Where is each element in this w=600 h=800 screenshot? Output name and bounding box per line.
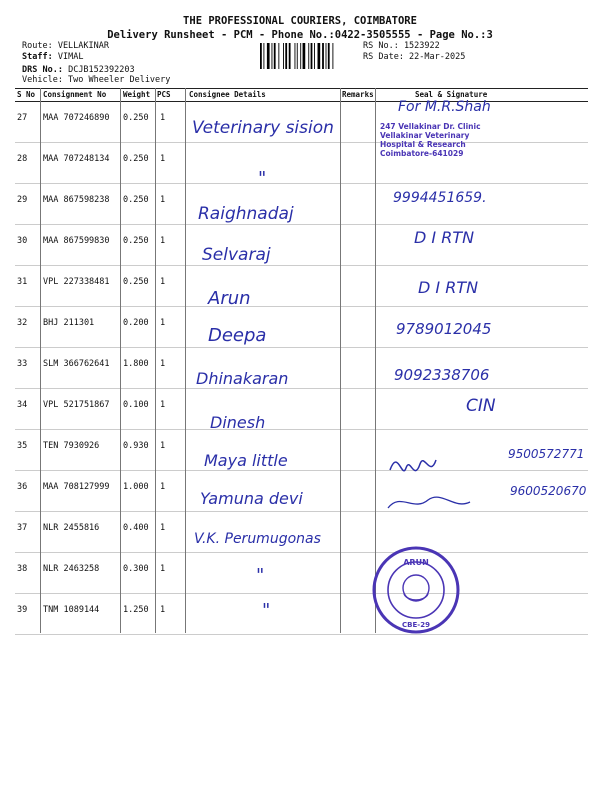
col-consignment: Consignment No [43,90,107,99]
handwritten-consignee: " [262,600,271,621]
arun-round-stamp [360,542,472,638]
handwritten-consignee: Yamuna devi [200,489,303,508]
handwritten-consignee: Maya little [204,451,288,470]
barcode-bar [274,43,276,69]
handwritten-signature: 9994451659. [393,190,487,206]
col-remarks: Remarks [342,90,374,99]
pcs-cell: 1 [160,113,166,123]
barcode-bar [300,43,301,69]
table-row [15,142,588,184]
consignment-cell: MAA 867599830 [43,236,110,246]
consignment-cell: NLR 2455816 [43,523,100,533]
consignment-cell: NLR 2463258 [43,564,100,574]
col-weight: Weight [123,90,151,99]
barcode-bar [308,43,309,69]
pcs-cell: 1 [160,236,166,246]
barcode-bar [322,43,324,69]
column-divider [340,88,341,633]
handwritten-consignee: " [256,565,265,586]
handwritten-consignee: Raighnadaj [198,204,294,224]
pcs-cell: 1 [160,482,166,492]
handwritten-signature: 9789012045 [396,320,492,338]
column-divider [120,88,121,633]
barcode-bar [303,43,306,69]
handwritten-consignee: " [258,168,267,189]
sno-cell: 31 [17,277,28,287]
pcs-cell: 1 [160,523,166,533]
vehicle-label: Vehicle: Two Wheeler Delivery [22,75,171,85]
weight-cell: 0.300 [123,564,149,574]
stamp-bottom-text: CBE-29 [402,621,430,629]
sno-cell: 34 [17,400,28,410]
staff-value: VIMAL [57,52,84,62]
barcode-bar [272,43,273,69]
pcs-cell: 1 [160,154,166,164]
table-row [15,183,588,225]
column-divider [155,88,156,633]
sno-cell: 37 [17,523,28,533]
column-divider [40,88,41,633]
column-divider [185,88,186,633]
table-row [15,265,588,307]
weight-cell: 0.200 [123,318,149,328]
rs-date: RS Date: 22-Mar-2025 [363,52,466,62]
table-row [15,306,588,348]
barcode-bar [297,43,298,69]
table-row [15,593,588,635]
handwritten-consignee: Arun [208,288,251,309]
weight-cell: 0.250 [123,195,149,205]
barcode-bar [326,43,327,69]
handwritten-consignee: Veterinary sision [192,118,334,138]
barcode-bar [278,43,279,69]
weight-cell: 1.000 [123,482,149,492]
consignment-cell: SLM 366762641 [43,359,110,369]
col-seal-signature: Seal & Signature [415,90,488,99]
weight-cell: 0.250 [123,113,149,123]
weight-cell: 0.100 [123,400,149,410]
barcode [258,42,358,70]
consignment-cell: VPL 227338481 [43,277,110,287]
weight-cell: 0.250 [123,277,149,287]
handwritten-signature: D I RTN [418,278,479,297]
weight-cell: 0.250 [123,154,149,164]
consignment-cell: TEN 7930926 [43,441,100,451]
sno-cell: 38 [17,564,28,574]
table-row [15,552,588,594]
weight-cell: 0.400 [123,523,149,533]
pcs-cell: 1 [160,564,166,574]
consignment-cell: MAA 707248134 [43,154,110,164]
sno-cell: 30 [17,236,28,246]
company-title: THE PROFESSIONAL COURIERS, COIMBATORE [183,15,417,27]
rs-number: RS No.: 1523922 [363,41,440,51]
consignment-cell: VPL 521751867 [43,400,110,410]
sno-cell: 35 [17,441,28,451]
signature-scrawl [380,420,510,530]
weight-cell: 1.250 [123,605,149,615]
barcode-bar [311,43,313,69]
sno-cell: 28 [17,154,28,164]
pcs-cell: 1 [160,359,166,369]
runsheet-table [15,88,588,633]
staff-row [22,52,83,63]
barcode-bar [314,43,315,69]
barcode-bar [260,43,262,69]
barcode-bar [283,43,284,69]
consignment-cell: MAA 867598238 [43,195,110,205]
pcs-cell: 1 [160,605,166,615]
table-row [15,347,588,389]
sno-cell: 29 [17,195,28,205]
barcode-bar [289,43,291,69]
runsheet-subtitle: Delivery Runsheet - PCM - Phone No.:0422-3505555 - Page No.:3 [107,29,493,41]
handwritten-consignee: Deepa [208,325,267,346]
consignment-cell: BHJ 211301 [43,318,95,328]
sno-cell: 39 [17,605,28,615]
pcs-cell: 1 [160,441,166,451]
barcode-bar [332,43,333,69]
consignment-cell: MAA 708127999 [43,482,110,492]
pcs-cell: 1 [160,277,166,287]
col-pcs: PCS [157,90,171,99]
handwritten-signature: 9500572771 [508,447,585,461]
drs-value: DCJB152392203 [68,65,135,75]
barcode-bar [285,43,287,69]
pcs-cell: 1 [160,195,166,205]
sno-cell: 27 [17,113,28,123]
barcode-bar [267,43,270,69]
handwritten-consignee: Dhinakaran [196,369,289,388]
handwritten-consignee: Dinesh [210,413,266,432]
sno-cell: 36 [17,482,28,492]
sno-cell: 32 [17,318,28,328]
consignment-cell: MAA 707246890 [43,113,110,123]
handwritten-signature: 9092338706 [394,366,490,384]
handwritten-consignee: V.K. Perumugonas [194,531,321,547]
sno-cell: 33 [17,359,28,369]
handwritten-consignee: Selvaraj [202,245,271,265]
table-row [15,224,588,266]
consignment-cell: TNM 1089144 [43,605,100,615]
pcs-cell: 1 [160,318,166,328]
barcode-bar [295,43,296,69]
handwritten-signature: For M.R.Shah [398,99,491,115]
handwritten-signature: CIN [466,396,496,416]
col-consignee: Consignee Details [189,90,266,99]
drs-label: DRS No.: [22,65,63,75]
col-sno: S No [17,90,36,99]
handwritten-signature: 9600520670 [510,484,587,498]
weight-cell: 1.800 [123,359,149,369]
clinic-seal: 247 Vellakinar Dr. Clinic Vellakinar Veterinary Hospital & Research Coimbatore-641029 [380,122,481,158]
stamp-ring-text: ARUN [403,558,429,567]
barcode-bar [318,43,321,69]
handwritten-signature: D I RTN [414,228,475,247]
barcode-bar [328,43,330,69]
weight-cell: 0.250 [123,236,149,246]
route-label: Route: VELLAKINAR [22,41,109,51]
pcs-cell: 1 [160,400,166,410]
staff-label: Staff: [22,52,53,62]
barcode-bar [263,43,264,69]
weight-cell: 0.930 [123,441,149,451]
table-header [15,88,588,102]
